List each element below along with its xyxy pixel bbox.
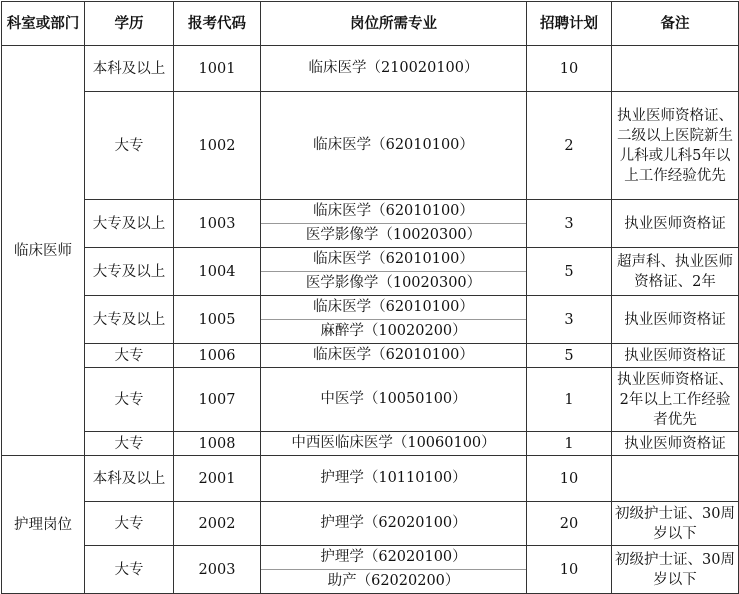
education-cell: 大专 [85,344,174,368]
table-row [2,46,739,92]
education-cell: 大专 [85,92,174,200]
major-item: 医学影像学（10020300） [261,223,526,247]
header-note: 备注 [612,2,739,46]
dept-cell: 临床医师 [2,46,85,456]
recruitment-table [1,1,739,594]
major-item: 助产（62020200） [261,569,526,593]
code-cell: 1003 [174,200,261,248]
plan-cell: 5 [527,344,612,368]
major-item: 医学影像学（10020300） [261,271,526,295]
major-item: 临床医学（62010100） [313,299,474,315]
note-cell: 执业医师资格证 [612,432,739,456]
major-item: 中西医临床医学（10060100） [291,435,496,451]
table-row [2,248,739,296]
plan-cell: 3 [527,296,612,344]
education-cell: 大专及以上 [85,296,174,344]
code-cell: 1002 [174,92,261,200]
major-cell [261,248,527,296]
header-major: 岗位所需专业 [261,2,527,46]
major-item: 麻醉学（10020200） [261,319,526,343]
note-cell: 执业医师资格证 [612,296,739,344]
education-cell: 大专 [85,368,174,432]
major-cell [261,296,527,344]
plan-cell: 10 [527,546,612,594]
plan-cell: 1 [527,368,612,432]
table-row [2,432,739,456]
major-item: 临床医学（62010100） [313,137,474,153]
table-row [2,502,739,546]
code-cell: 2003 [174,546,261,594]
code-cell: 1005 [174,296,261,344]
major-cell [261,46,527,92]
major-item: 临床医学（62010100） [313,251,474,267]
education-cell: 大专及以上 [85,248,174,296]
major-cell [261,200,527,248]
code-cell: 1006 [174,344,261,368]
note-cell: 执业医师资格证 [612,200,739,248]
note-cell: 执业医师资格证、 2年以上工作经验者优先 [612,368,739,432]
header-code: 报考代码 [174,2,261,46]
code-cell: 1007 [174,368,261,432]
major-item: 临床医学（62010100） [313,347,474,363]
plan-cell: 10 [527,456,612,502]
table-row [2,344,739,368]
table-row [2,296,739,344]
major-item: 护理学（62020100） [320,549,467,565]
dept-cell: 护理岗位 [2,456,85,594]
major-item: 护理学（62020100） [320,515,467,531]
code-cell: 1001 [174,46,261,92]
table-row [2,200,739,248]
plan-cell: 5 [527,248,612,296]
major-cell [261,344,527,368]
note-cell: 执业医师资格证 [612,344,739,368]
note-cell [612,456,739,502]
code-cell: 2002 [174,502,261,546]
major-item: 临床医学（210020100） [308,60,479,76]
education-cell: 大专及以上 [85,200,174,248]
education-cell: 大专 [85,502,174,546]
note-cell [612,46,739,92]
note-cell: 初级护士证、30周岁以下 [612,502,739,546]
note-cell: 超声科、执业医师资格证、2年 [612,248,739,296]
header-row [2,2,739,46]
header-education: 学历 [85,2,174,46]
major-cell [261,368,527,432]
header-plan: 招聘计划 [527,2,612,46]
education-cell: 大专 [85,546,174,594]
major-cell [261,456,527,502]
table-body [2,46,739,594]
major-item: 临床医学（62010100） [313,203,474,219]
table-row [2,92,739,200]
major-cell [261,502,527,546]
education-cell: 大专 [85,432,174,456]
table-row [2,456,739,502]
note-cell: 初级护士证、30周岁以下 [612,546,739,594]
plan-cell: 2 [527,92,612,200]
plan-cell: 1 [527,432,612,456]
major-cell [261,92,527,200]
header-dept: 科室或部门 [2,2,85,46]
major-item: 护理学（10110100） [320,470,467,486]
major-cell [261,546,527,594]
education-cell: 本科及以上 [85,456,174,502]
code-cell: 1008 [174,432,261,456]
table-row [2,546,739,594]
note-cell: 执业医师资格证、二级以上医院新生儿科或儿科5年以上工作经验优先 [612,92,739,200]
education-cell: 本科及以上 [85,46,174,92]
code-cell: 1004 [174,248,261,296]
table-row [2,368,739,432]
plan-cell: 10 [527,46,612,92]
code-cell: 2001 [174,456,261,502]
plan-cell: 20 [527,502,612,546]
major-item: 中医学（10050100） [320,391,467,407]
major-cell [261,432,527,456]
plan-cell: 3 [527,200,612,248]
